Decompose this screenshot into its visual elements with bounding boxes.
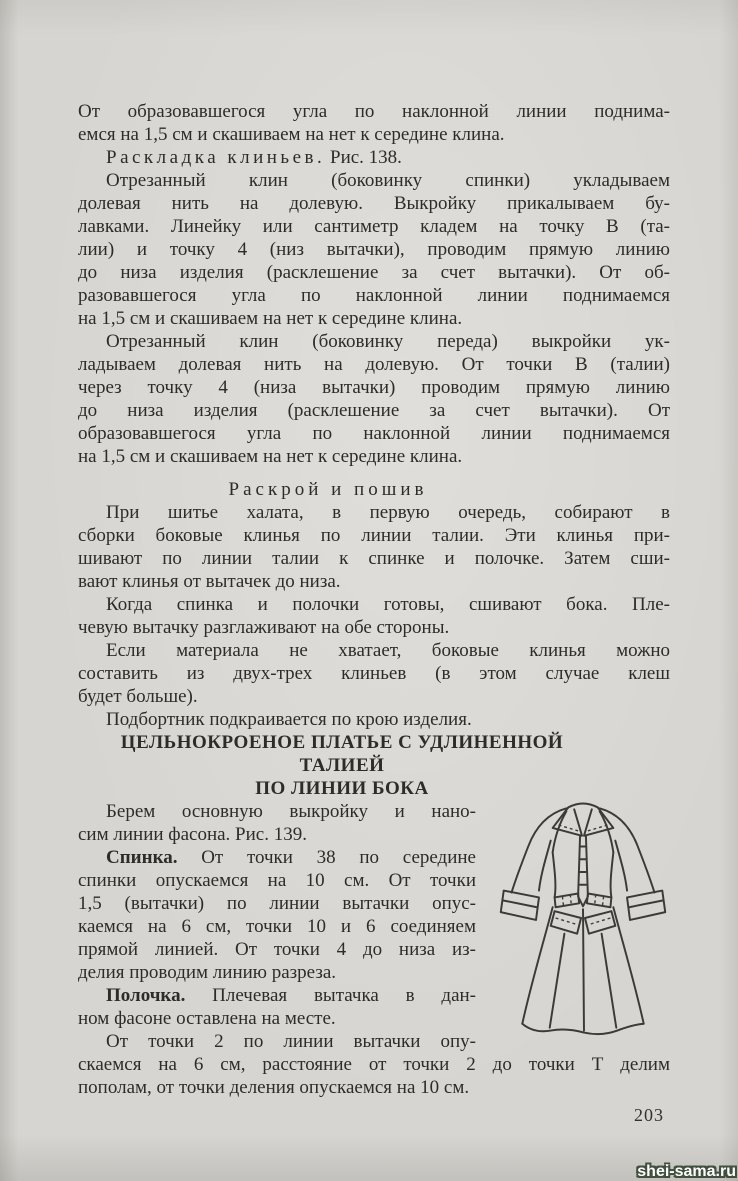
text-line: разовавшегося угла по наклонной линии поднимаемся (78, 285, 670, 306)
text-line: через точку 4 (низа вытачки) проводим прямую линию (78, 377, 670, 398)
text-line: каемся на 6 см, точки 10 и 6 соединяем (78, 916, 476, 937)
text-run: Плечевая вытачка в дан- (212, 985, 476, 1006)
narrow-text-column (78, 800, 476, 1053)
text-line: сим линии фасона. Рис. 139. (78, 824, 307, 845)
text-line: емся на 1,5 см и скашиваем на нет к середине клина. (78, 124, 505, 145)
text-line: От точки 2 по линии вытачки опу- (106, 1031, 476, 1052)
page-number: 203 (634, 1105, 664, 1125)
text-line: долевая нить на долевую. Выкройку прикалываем бу- (78, 193, 670, 214)
text-line: ладываем долевая нить на долевую. От точки В (талии) (78, 354, 670, 375)
text-line (78, 846, 476, 869)
text-line (78, 984, 476, 1007)
text-line: лии) и точку 4 (низ вытачки), проводим прямую линию (78, 239, 670, 260)
section-heading-cut-and-sew: Раскрой и пошив (228, 479, 428, 500)
section-heading-layout (78, 146, 670, 169)
text-line: образовавшегося угла по наклонной линии поднимаемся (78, 423, 670, 444)
text-line: на 1,5 см и скашиваем на нет к середине клина. (78, 446, 463, 467)
text-line: чевую вытачку разглаживают на обе стороны. (78, 617, 450, 638)
text-line: Отрезанный клин (боковинку спинки) укладываем (106, 170, 670, 191)
text-line: спинки опускаемся на 10 см. От точки (78, 870, 476, 891)
text-line: делия проводим линию разреза. (78, 962, 337, 983)
text-line: скаемся на 6 см, расстояние от точки 2 до точки Т делим (78, 1054, 670, 1075)
text-line: шивают по линии талии к спинке и полочке. Затем сши- (78, 548, 670, 569)
text-line: Если материала не хватает, боковые клинья можно (106, 640, 670, 661)
text-line: вают клинья от вытачек до низа. (78, 571, 341, 592)
text-line: лавками. Линейку или сантиметр кладем на точку В (та- (78, 216, 670, 237)
site-watermark: shei-sama.ru (637, 1163, 736, 1180)
text-line: составить из двух-трех клиньев (в этом случае клеш (78, 663, 670, 684)
text-line: прямой линией. От точки 4 до низа из- (78, 939, 476, 960)
heading-line: ПО ЛИНИИ БОКА (255, 778, 429, 799)
heading-spaced-text: Раскладка клиньев. (106, 147, 326, 168)
text-line: на 1,5 см и скашиваем на нет к середине клина. (78, 308, 463, 329)
text-line: будет больше). (78, 686, 198, 707)
heading-line: ЦЕЛЬНОКРОЕНОЕ ПЛАТЬЕ С УДЛИНЕННОЙ ТАЛИЕЙ (120, 732, 564, 776)
text-block (78, 100, 670, 1127)
dress-illustration (490, 794, 676, 1042)
text-line: 1,5 (вытачки) по линии вытачки опус- (78, 893, 476, 914)
text-line: сборки боковые клинья по линии талии. Эти клинья при- (78, 525, 670, 546)
text-line: Подбортник подкраивается по крою изделия. (106, 709, 472, 730)
section-heading-dress (78, 731, 606, 800)
two-column-region (78, 800, 670, 1053)
figure-reference: Рис. 138. (330, 147, 402, 168)
text-line: ном фасоне оставлена на месте. (78, 1008, 336, 1029)
text-line: до низа изделия (расклешение за счет вытачки). От (78, 400, 670, 421)
text-line: пополам, от точки деления опускаемся на 10 см. (78, 1077, 470, 1098)
paragraph-lead-front: Полочка. (106, 985, 186, 1006)
figure-column (476, 800, 670, 1053)
text-line: Когда спинка и полочки готовы, сшивают бока. Пле- (106, 594, 670, 615)
text-line: При шитье халата, в первую очередь, собирают в (106, 502, 670, 523)
text-run: От точки 38 по середине (201, 847, 476, 868)
text-line: От образовавшегося угла по наклонной линии поднима- (78, 101, 670, 122)
text-line: Отрезанный клин (боковинку переда) выкройки ук- (106, 331, 670, 352)
paragraph-lead-back: Спинка. (106, 847, 178, 868)
text-line: до низа изделия (расклешение за счет вытачки). От об- (78, 262, 670, 283)
text-line: Берем основную выкройку и нано- (106, 801, 476, 822)
